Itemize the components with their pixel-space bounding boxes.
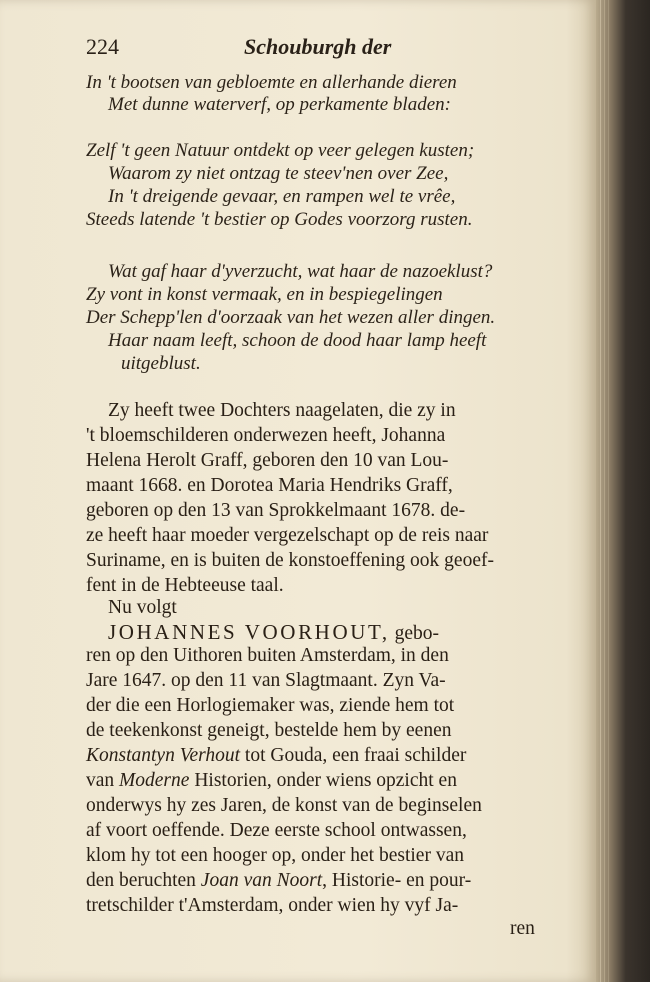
verse-line: Steeds latende 't bestier op Godes voorzorg rusten. bbox=[86, 209, 473, 230]
text-span: , Historie- en pour- bbox=[322, 870, 472, 891]
verse-line: Zelf 't geen Natuur ontdekt op veer gelegen kusten; bbox=[86, 140, 475, 161]
prose-line: Nu volgt bbox=[108, 597, 177, 618]
prose-line: klom hy tot een hooger op, onder het bestier van bbox=[86, 845, 464, 866]
verse-line: uitgeblust. bbox=[121, 353, 201, 374]
verse-line: In 't bootsen van gebloemte en allerhande dieren bbox=[86, 72, 457, 93]
italic-name: Joan van Noort bbox=[200, 870, 323, 891]
verse-line: Met dunne waterverf, op perkamente bladen: bbox=[108, 94, 451, 115]
page-header bbox=[86, 34, 526, 64]
prose-line: 't bloemschilderen onderwezen heeft, Johanna bbox=[86, 425, 446, 446]
prose-line: ren op den Uithoren buiten Amsterdam, in den bbox=[86, 645, 449, 666]
verse-line: Waarom zy niet ontzag te steev'nen over Zee, bbox=[108, 163, 449, 184]
prose-line bbox=[86, 745, 466, 767]
prose-line: der die een Horlogiemaker was, ziende hem tot bbox=[86, 695, 455, 716]
italic-term: Moderne bbox=[119, 770, 190, 791]
running-title: Schouburgh der bbox=[244, 34, 392, 59]
text-span: den beruchten bbox=[86, 870, 201, 891]
prose-line: maant 1668. en Dorotea Maria Hendriks Graff, bbox=[86, 475, 453, 496]
verse-line: Haar naam leeft, schoon de dood haar lamp heeft bbox=[108, 330, 487, 351]
prose-line bbox=[86, 870, 471, 892]
prose-line: fent in de Hebteeuse taal. bbox=[86, 575, 284, 596]
name-continuation: gebo- bbox=[394, 623, 439, 644]
verse-line: Der Schepp'len d'oorzaak van het wezen aller dingen. bbox=[86, 307, 496, 328]
text-span: Historien, onder wiens opzicht en bbox=[189, 770, 457, 791]
italic-name: Konstantyn Verhout bbox=[86, 745, 241, 766]
prose-line: Helena Herolt Graff, geboren den 10 van Lou- bbox=[86, 450, 449, 471]
prose-line: af voort oeffende. Deze eerste school ontwassen, bbox=[86, 820, 467, 841]
text-span: van bbox=[86, 770, 120, 791]
book-edge bbox=[596, 0, 650, 982]
verse-line: Zy vont in konst vermaak, en in bespiegelingen bbox=[86, 284, 443, 305]
prose-line bbox=[86, 770, 457, 792]
prose-line bbox=[108, 620, 439, 645]
prose-line: de teekenkonst geneigt, bestelde hem by eenen bbox=[86, 720, 452, 741]
verse-line: In 't dreigende gevaar, en rampen wel te vrêe, bbox=[108, 186, 456, 207]
prose-line: ze heeft haar moeder vergezelschapt op de reis naar bbox=[86, 525, 489, 546]
prose-line: Suriname, en is buiten de konstoeffening ook geoef- bbox=[86, 550, 494, 571]
person-name: JOHANNES VOORHOUT, bbox=[108, 620, 390, 644]
text-span: tot Gouda, een fraai schilder bbox=[240, 745, 467, 766]
verse-line: Wat gaf haar d'yverzucht, wat haar de nazoeklust? bbox=[108, 261, 493, 282]
page-number: 224 bbox=[86, 34, 119, 59]
prose-line: Zy heeft twee Dochters naagelaten, die zy in bbox=[108, 400, 456, 421]
prose-line: geboren op den 13 van Sprokkelmaant 1678. de- bbox=[86, 500, 466, 521]
prose-line: tretschilder t'Amsterdam, onder wien hy vyf Ja- bbox=[86, 895, 459, 916]
catchword: ren bbox=[510, 918, 535, 939]
prose-line: Jare 1647. op den 11 van Slagtmaant. Zyn Va- bbox=[86, 670, 446, 691]
prose-line: onderwys hy zes Jaren, de konst van de beginselen bbox=[86, 795, 482, 816]
